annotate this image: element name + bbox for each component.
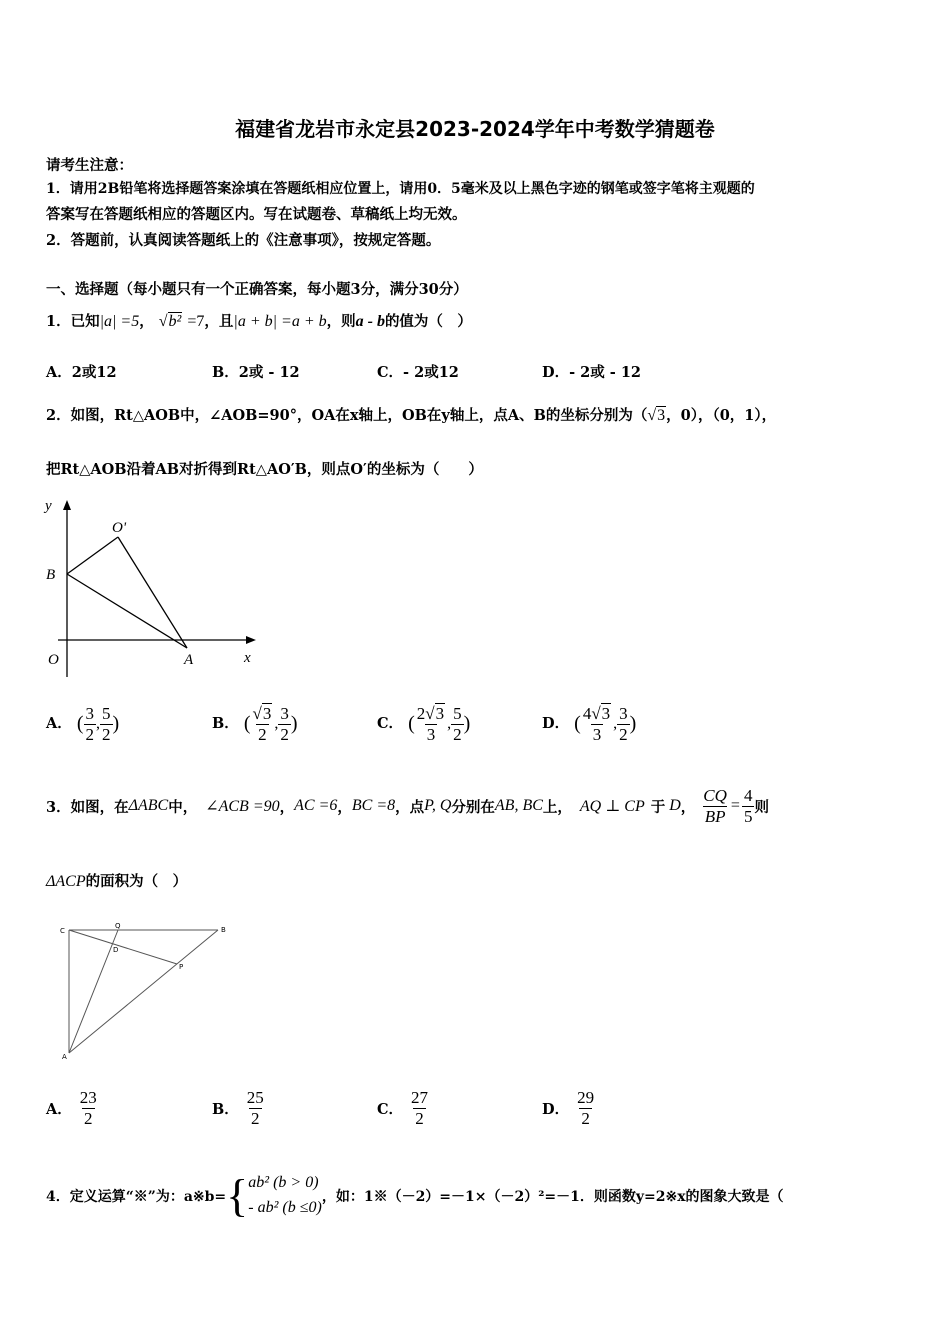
label-b: B	[46, 567, 56, 583]
q3-comma: ，	[680, 798, 696, 816]
q1-eq7: =7	[187, 313, 205, 330]
segment-b-a	[67, 574, 187, 648]
q1-comma: ，	[139, 313, 154, 330]
option-letter: D．	[542, 364, 570, 381]
q3-on: 分别在	[451, 798, 495, 816]
numerator: 23	[79, 1088, 97, 1107]
question-3-line-2	[46, 870, 187, 891]
question-2-line-2: 把Rt△AOB沿着AB对折得到Rt△AO′B，则点O′的坐标为（ ）	[46, 461, 483, 478]
numerator: 29	[577, 1088, 595, 1107]
numerator: 5	[453, 704, 462, 723]
paren: )	[629, 712, 637, 735]
numerator: 3	[85, 704, 94, 723]
q3-triangle-acp: ΔACP	[46, 873, 86, 890]
paren: )	[463, 712, 471, 735]
fraction	[451, 704, 464, 744]
segment-ab	[69, 930, 218, 1053]
option-letter: C．	[377, 715, 404, 733]
q1-sqrt-b2: b²	[168, 313, 182, 330]
denominator: 2	[619, 724, 628, 744]
q1-sqrt: √b²	[158, 313, 182, 330]
denominator: 2	[280, 724, 289, 744]
paren: )	[112, 712, 120, 735]
y-axis-arrow	[63, 500, 71, 510]
option-text: 2或 - 12	[238, 364, 300, 381]
q3-then: 则	[754, 798, 769, 816]
paren: (	[408, 712, 415, 735]
q1-option-a	[46, 361, 117, 382]
q3-triangle: ΔABC	[128, 797, 169, 815]
option-letter: B．	[212, 364, 239, 381]
page-title: 福建省龙岩市永定县2023-2024学年中考数学猜题卷	[235, 117, 715, 141]
segment-b-oprime	[67, 537, 118, 574]
q3-perp: AQ ⊥ CP	[579, 798, 645, 816]
denominator: 2	[415, 1108, 424, 1128]
coefficient: 4	[582, 704, 592, 723]
numerator: 3	[280, 704, 289, 723]
fraction	[581, 704, 613, 744]
q2-option-b: B． ( $\frac{√3}{2}$ , $\frac{3}{2}$ )	[212, 704, 298, 744]
root-value: 3	[262, 704, 272, 723]
question-4	[46, 1171, 784, 1221]
q3-equals: =	[730, 797, 740, 815]
denominator: 2	[453, 724, 462, 744]
paren: )	[290, 712, 298, 735]
denominator: 2	[85, 724, 94, 744]
notice-line-3: 2．答题前，认真阅读答题纸上的《注意事项》，按规定答题。	[46, 232, 441, 249]
q1-option-c	[377, 361, 459, 382]
q1-expression: a - b	[355, 313, 385, 330]
q3-option-a	[46, 1088, 99, 1128]
q3-ratio	[701, 786, 729, 826]
notice-line-2: 答案写在答题纸相应的答题区内。写在试题卷、草稿纸上均无效。	[46, 206, 467, 223]
q1-option-d	[542, 361, 641, 382]
q4-cases	[248, 1171, 322, 1221]
option-letter: C．	[377, 364, 404, 381]
denominator: 3	[592, 724, 602, 744]
root-value: 3	[601, 704, 611, 723]
notice-line-1: 1．请用2B铅笔将选择题答案涂填在答题纸相应位置上，请用0．5毫米及以上黑色字迹的钢笔或签字笔将主观题的	[46, 181, 755, 197]
fraction	[409, 1088, 430, 1128]
fraction	[575, 1088, 596, 1128]
numerator: 2√3	[416, 704, 445, 723]
q1-then: ，则	[326, 313, 356, 330]
label-y: y	[45, 498, 52, 514]
label-a: A	[62, 1053, 67, 1061]
paren: (	[76, 712, 84, 735]
option-letter: D．	[542, 715, 570, 733]
q1-option-b	[212, 361, 300, 382]
fraction	[100, 704, 113, 744]
q3-bc: BC =8	[351, 797, 396, 815]
q3-comma: ，	[279, 798, 295, 816]
fraction	[245, 1088, 266, 1128]
segment-aq	[69, 930, 118, 1053]
q3-comma: ，	[337, 798, 352, 816]
q4-brace: {	[226, 1169, 249, 1221]
q1-abs-a: |a| =5	[99, 313, 140, 330]
q2-option-c: C． ( $\frac{2√3}{3}$ , $\frac{5}{2}$ )	[377, 704, 471, 744]
denominator: 2	[102, 724, 111, 744]
option-letter: D．	[542, 1100, 570, 1118]
q1-ask: 的值为（ ）	[384, 313, 472, 330]
q3-option-d	[542, 1088, 596, 1128]
fraction	[84, 704, 97, 744]
question-1	[46, 310, 472, 331]
q3-ab-bc: AB, BC	[494, 797, 543, 815]
notice-heading: 请考生注意：	[46, 157, 133, 174]
denominator: 2	[251, 1108, 260, 1128]
q2-sqrt: √3	[647, 407, 666, 424]
option-text: 2或12	[71, 364, 117, 381]
fraction	[617, 704, 630, 744]
denominator: 2	[581, 1108, 590, 1128]
q3-ac: AC =6	[294, 797, 338, 815]
option-letter: B．	[212, 1100, 239, 1118]
label-x: x	[244, 650, 251, 666]
denominator: 3	[426, 724, 436, 744]
fraction	[278, 704, 291, 744]
label-a: A	[184, 652, 194, 668]
option-letter: A．	[46, 364, 72, 381]
option-letter: A．	[46, 715, 72, 733]
label-o: O	[48, 652, 59, 668]
q1-and: ，且	[204, 313, 234, 330]
q1-prefix: 1．已知	[46, 313, 100, 330]
option-letter: C．	[377, 1100, 404, 1118]
label-o-prime: O'	[112, 520, 127, 536]
numerator: 27	[411, 1088, 429, 1107]
label-d: D	[113, 946, 119, 954]
q3-point: ，点	[395, 798, 425, 816]
numerator: 3	[619, 704, 628, 723]
fraction	[78, 1088, 99, 1128]
q4-case-2: - ab² (b ≤0)	[248, 1198, 322, 1216]
q4-suffix: ，如：1※（－2）=－1×（－2）²=－1．则函数y=2※x的图象大致是（	[321, 1188, 784, 1205]
q3-figure	[58, 920, 238, 1065]
q3-prefix: 3．如图，在	[46, 798, 129, 816]
numerator: 25	[246, 1088, 264, 1107]
fraction	[251, 704, 275, 744]
paren: (	[574, 712, 581, 735]
q2-option-d: D． ( $\frac{4√3}{3}$ , $\frac{3}{2}$ )	[542, 704, 637, 744]
label-b: B	[221, 926, 226, 934]
label-p: P	[179, 963, 184, 971]
q2-sqrt3: 3	[657, 407, 666, 424]
q2-option-a: A． ( $\frac{3}{2}$ , $\frac{5}{2}$ )	[46, 704, 120, 744]
numerator: 4√3	[582, 704, 611, 723]
segment-cp	[69, 930, 177, 964]
q3-angle: ∠ACB =90	[205, 798, 280, 816]
q4-prefix: 4．定义运算“※”为：a※b=	[46, 1188, 227, 1205]
question-3-line-1	[46, 786, 769, 826]
root-value: 3	[435, 704, 445, 723]
paren: (	[243, 712, 251, 735]
q3-d: D	[669, 797, 681, 815]
fraction	[415, 704, 447, 744]
question-2-line-1	[46, 404, 776, 425]
q1-condition: |a + b| =a + b	[233, 313, 327, 330]
numerator: CQ	[703, 786, 727, 805]
coefficient: 2	[416, 704, 426, 723]
label-q: Q	[115, 922, 121, 930]
numerator: 4	[743, 786, 753, 805]
section-heading: 一、选择题（每小题只有一个正确答案，每小题3分，满分30分）	[46, 281, 468, 298]
q2-figure	[40, 492, 260, 682]
option-letter: A．	[46, 1100, 72, 1118]
q3-option-b	[212, 1088, 266, 1128]
numerator: 5	[102, 704, 111, 723]
option-text: - 2或 - 12	[569, 364, 642, 381]
numerator: √3	[252, 704, 272, 723]
option-letter: B．	[212, 715, 239, 733]
q3-line2: 的面积为（ ）	[85, 873, 188, 890]
q2-line1-pre: 2．如图，Rt△AOB中，∠AOB=90°，OA在x轴上，OB在y轴上，点A、B的坐标分别为（	[46, 407, 648, 424]
q3-option-c	[377, 1088, 430, 1128]
option-text: - 2或12	[403, 364, 459, 381]
q3-pq: P, Q	[424, 797, 452, 815]
denominator: 5	[743, 806, 753, 826]
x-axis-arrow	[246, 636, 256, 644]
q3-on2: 上，	[542, 798, 572, 816]
segment-oprime-a	[118, 537, 187, 648]
q3-at: 于	[650, 798, 666, 816]
denominator: 2	[258, 724, 267, 744]
denominator: 2	[84, 1108, 93, 1128]
q3-ratio-value	[742, 786, 755, 826]
denominator: BP	[704, 806, 726, 826]
q4-case-1: ab² (b > 0)	[248, 1174, 319, 1191]
q2-line1-post: ，0），（0，1），	[666, 407, 777, 424]
q3-in: 中，	[168, 798, 198, 816]
label-c: C	[60, 927, 65, 935]
